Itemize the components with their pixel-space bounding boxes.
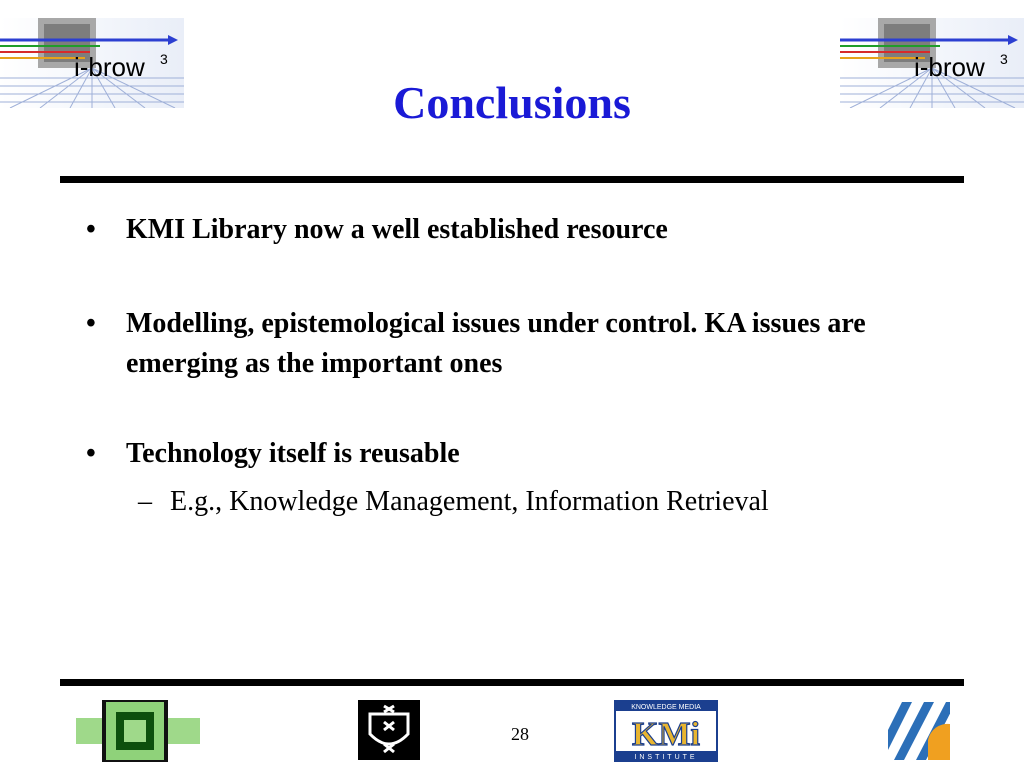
kmi-top-text: KNOWLEDGE MEDIA <box>631 704 701 711</box>
top-divider <box>60 176 964 183</box>
striped-logo <box>888 702 950 765</box>
bullet-text: Modelling, epistemological issues under control. KA issues are emerging as the important ones <box>126 308 866 379</box>
ibrow-text: i-brow <box>74 52 145 82</box>
bullet-text: Technology itself is reusable <box>126 438 460 469</box>
green-square-logo <box>76 700 200 767</box>
sub-bullet-text: E.g., Knowledge Management, Information Retrieval <box>170 486 769 517</box>
sub-bullet-marker: – <box>138 486 152 517</box>
bullet-marker: • <box>86 214 96 245</box>
slide-title: Conclusions <box>393 77 631 128</box>
kmi-bottom-text: INSTITUTE <box>634 754 698 761</box>
bullet-marker: • <box>86 438 96 469</box>
ibrow-superscript: 3 <box>160 51 168 67</box>
bullet-text: KMI Library now a well established resource <box>126 214 668 245</box>
bullet-marker: • <box>86 308 96 339</box>
page-number: 28 <box>511 724 529 744</box>
ibrow-text: i-brow <box>914 52 985 82</box>
crest-logo <box>358 700 420 765</box>
kmi-main-text: KMi <box>632 716 700 753</box>
ibrow-superscript: 3 <box>1000 51 1008 67</box>
kmi-logo <box>614 700 718 767</box>
bottom-divider <box>60 679 964 686</box>
